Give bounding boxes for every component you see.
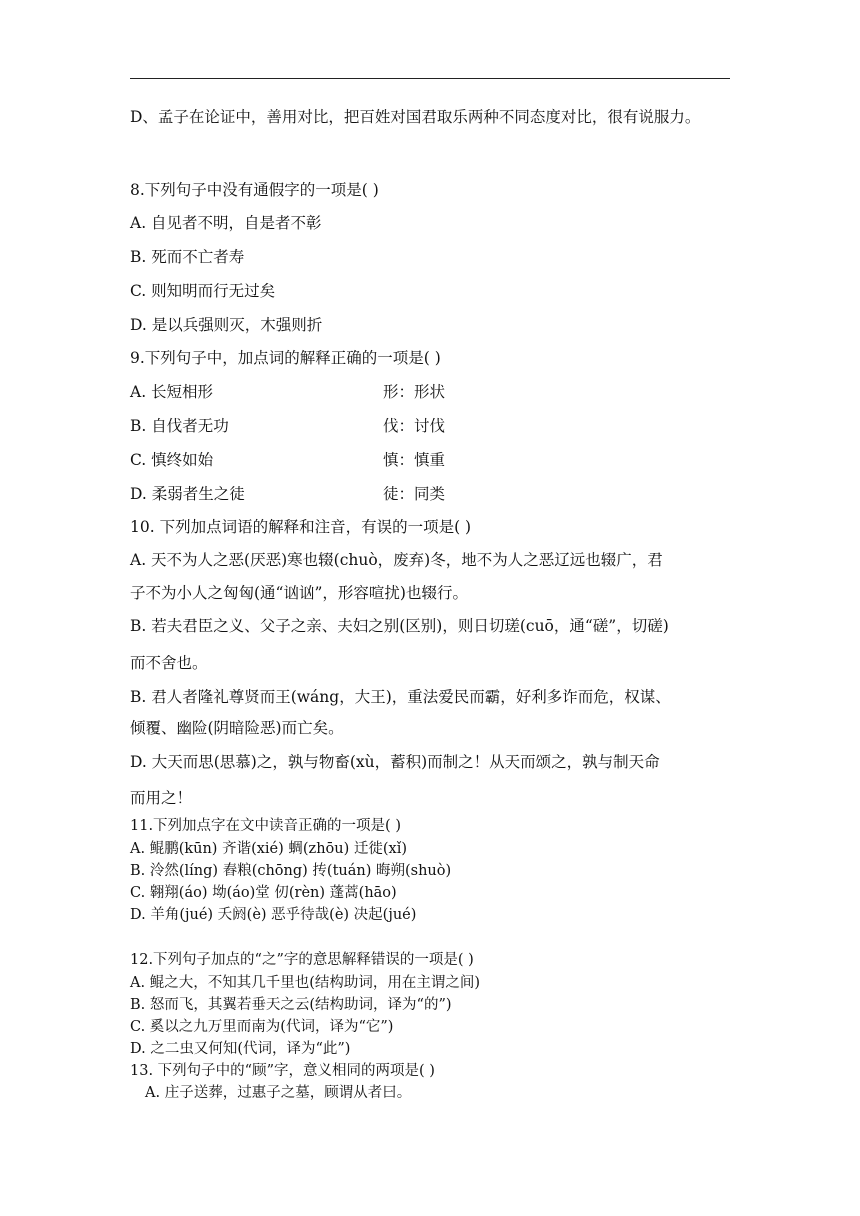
q13-option-a: A. 庄子送葬，过惠子之墓，顾谓从者曰。: [145, 1085, 412, 1101]
q10-option-a-line2: 子不为小人之匈匈(通“讻讻”，形容喧扰)也辍行。: [130, 584, 468, 602]
q9-option-d: D. 柔弱者生之徒: [130, 485, 245, 503]
q8-option-c: C. 则知明而行无过矣: [130, 282, 276, 300]
q12-option-c: C. 奚以之九万里而南为(代词，译为“它”): [130, 1019, 394, 1035]
header-rule: [130, 78, 730, 79]
q8-stem: 8.下列句子中没有通假字的一项是( ): [130, 181, 379, 199]
q11-stem: 11.下列加点字在文中读音正确的一项是( ): [130, 818, 401, 834]
q12-option-d: D. 之二虫又何知(代词，译为“此”): [130, 1041, 351, 1057]
q9-option-d-gloss: 徒：同类: [383, 485, 446, 503]
q11-option-d: D. 羊角(jué) 夭阏(è) 恶乎待哉(è) 决起(jué): [130, 907, 417, 923]
q11-option-c: C. 翱翔(áo) 坳(áo)堂 仞(rèn) 蓬蒿(hāo): [130, 885, 397, 901]
q10-option-c-line1: B. 君人者隆礼尊贤而王(wáng，大王)，重法爱民而霸，好利多诈而危，权谋、: [130, 688, 671, 706]
q9-option-b: B. 自伐者无功: [130, 417, 229, 435]
q11-option-a: A. 鲲鹏(kūn) 齐谐(xié) 蜩(zhōu) 迁徙(xǐ): [130, 841, 407, 857]
q12-stem: 12.下列句子加点的“之”字的意思解释错误的一项是( ): [130, 952, 474, 968]
q9-option-a: A. 长短相形: [130, 383, 214, 401]
q9-option-c: C. 慎终如始: [130, 451, 214, 469]
q10-option-d-line2: 而用之！: [130, 789, 193, 807]
q7-option-d: D、孟子在论证中，善用对比，把百姓对国君取乐两种不同态度对比，很有说服力。: [130, 108, 701, 126]
q12-option-b: B. 怒而飞，其翼若垂天之云(结构助词，译为“的”): [130, 997, 452, 1013]
q9-option-b-gloss: 伐：讨伐: [383, 417, 446, 435]
q8-option-b: B. 死而不亡者寿: [130, 248, 245, 266]
q12-option-a: A. 鲲之大，不知其几千里也(结构助词，用在主谓之间): [130, 975, 481, 991]
q10-option-a-line1: A. 天不为人之恶(厌恶)寒也辍(chuò，废弃)冬，地不为人之恶辽远也辍广，君: [130, 551, 663, 569]
q9-option-c-gloss: 慎：慎重: [383, 451, 446, 469]
q10-option-d-line1: D. 大天而思(思慕)之，孰与物畜(xù，蓄积)而制之！从天而颂之，孰与制天命: [130, 753, 660, 771]
q8-option-d: D. 是以兵强则灭，木强则折: [130, 316, 323, 334]
q9-stem: 9.下列句子中，加点词的解释正确的一项是( ): [130, 349, 441, 367]
q8-option-a: A. 自见者不明，自是者不彰: [130, 214, 322, 232]
q10-option-c-line2: 倾覆、幽险(阴暗险恶)而亡矣。: [130, 719, 344, 737]
q10-option-b-line1: B. 若夫君臣之义、父子之亲、夫妇之别(区别)，则日切瑳(cuō，通“磋”，切磋): [130, 617, 669, 635]
q10-option-b-line2: 而不舍也。: [130, 654, 208, 672]
q13-stem: 13. 下列句子中的“顾”字，意义相同的两项是( ): [130, 1063, 435, 1079]
q11-option-b: B. 泠然(líng) 舂粮(chōng) 抟(tuán) 晦朔(shuò): [130, 863, 452, 879]
q9-option-a-gloss: 形：形状: [383, 383, 446, 401]
q10-stem: 10. 下列加点词语的解释和注音，有误的一项是( ): [130, 518, 472, 536]
